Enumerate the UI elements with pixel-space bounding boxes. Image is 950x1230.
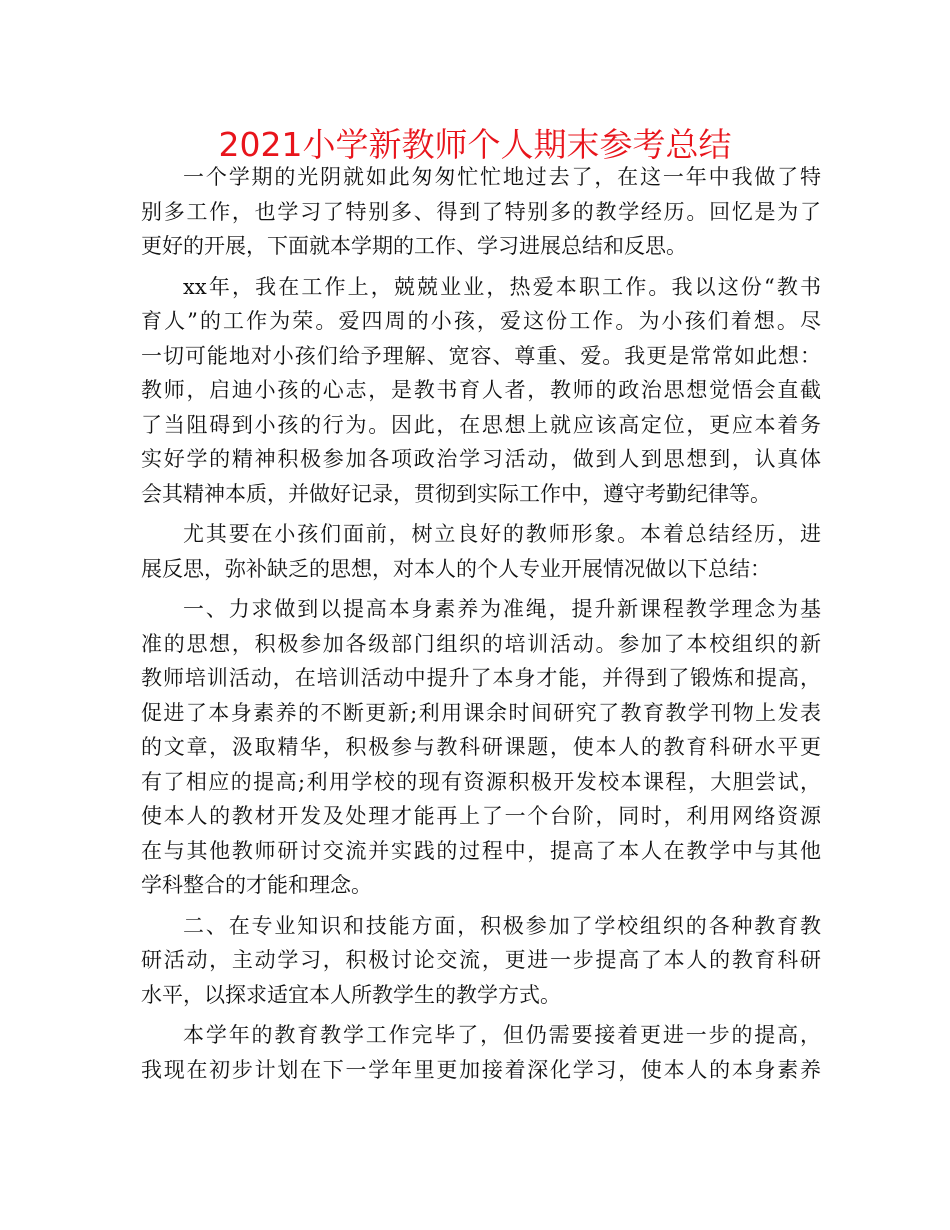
paragraph-line: 二、在专业知识和技能方面，积极参加了学校组织的各种教育教 bbox=[183, 913, 821, 938]
paragraph-line: 研活动，主动学习，积极讨论交流，更进一步提高了本人的教育科研 bbox=[141, 948, 821, 972]
paragraph-line: 使本人的教材开发及处理才能再上了一个台阶，同时，利用网络资源 bbox=[141, 804, 821, 828]
paragraph-line: 水平，以探求适宜本人所教学生的教学方式。 bbox=[141, 982, 561, 1007]
paragraph-line: 本学年的教育教学工作完毕了，但仍需要接着更进一步的提高， bbox=[183, 1023, 821, 1047]
paragraph bbox=[141, 1018, 821, 1087]
paragraph-line: 促进了本身素养的不断更新;利用课余时间研究了教育教学刊物上发表 bbox=[141, 700, 821, 725]
paragraph-line: 学科整合的才能和理念。 bbox=[141, 873, 372, 897]
document-body bbox=[141, 160, 821, 1093]
paragraph-line: 实好学的精神积极参加各项政治学习活动，做到人到思想到，认真体 bbox=[141, 447, 821, 471]
paragraph-line: 尤其要在小孩们面前，树立良好的教师形象。本着总结经历，进 bbox=[183, 522, 821, 546]
paragraph-line: 有了相应的提高;利用学校的现有资源积极开发校本课程，大胆尝试， bbox=[141, 769, 821, 794]
paragraph bbox=[141, 909, 821, 1013]
paragraph bbox=[141, 517, 821, 586]
paragraph bbox=[141, 270, 821, 512]
document-title: 2021小学新教师个人期末参考总结 bbox=[218, 125, 732, 164]
paragraph-line: 育人”的工作为荣。爱四周的小孩，爱这份工作。为小孩们着想。尽 bbox=[141, 309, 821, 333]
paragraph-line: xx年，我在工作上，兢兢业业，热爱本职工作。我以这份“教书 bbox=[183, 274, 821, 299]
paragraph-line: 别多工作，也学习了特别多、得到了特别多的教学经历。回忆是为了 bbox=[141, 199, 821, 224]
paragraph-line: 准的思想，积极参加各级部门组织的培训活动。参加了本校组织的新 bbox=[141, 631, 821, 656]
paragraph-line: 教师，启迪小孩的心志，是教书育人者，教师的政治思想觉悟会直截 bbox=[141, 378, 821, 402]
paragraph-line: 展反思，弥补缺乏的思想，对本人的个人专业开展情况做以下总结： bbox=[141, 556, 771, 581]
paragraph-line: 的文章，汲取精华，积极参与教科研课题，使本人的教育科研水平更 bbox=[141, 735, 821, 759]
paragraph-line: 更好的开展，下面就本学期的工作、学习进展总结和反思。 bbox=[141, 234, 687, 258]
paragraph-line: 一、力求做到以提高本身素养为准绳，提升新课程教学理念为基 bbox=[183, 597, 821, 621]
paragraph-line: 在与其他教师研讨交流并实践的过程中，提高了本人在教学中与其他 bbox=[141, 838, 821, 863]
paragraph-line: 一个学期的光阴就如此匆匆忙忙地过去了，在这一年中我做了特 bbox=[183, 165, 821, 189]
paragraph-line: 会其精神本质，并做好记录，贯彻到实际工作中，遵守考勤纪律等。 bbox=[141, 481, 771, 506]
paragraph-line: 了当阻碍到小孩的行为。因此，在思想上就应该高定位，更应本着务 bbox=[141, 412, 821, 437]
paragraph bbox=[141, 160, 821, 264]
paragraph-line: 一切可能地对小孩们给予理解、宽容、尊重、爱。我更是常常如此想： bbox=[141, 343, 821, 368]
paragraph bbox=[141, 592, 821, 903]
paragraph-line: 我现在初步计划在下一学年里更加接着深化学习，使本人的本身素养 bbox=[141, 1057, 821, 1082]
paragraph-line: 教师培训活动，在培训活动中提升了本身才能，并得到了锻炼和提高， bbox=[141, 666, 821, 690]
